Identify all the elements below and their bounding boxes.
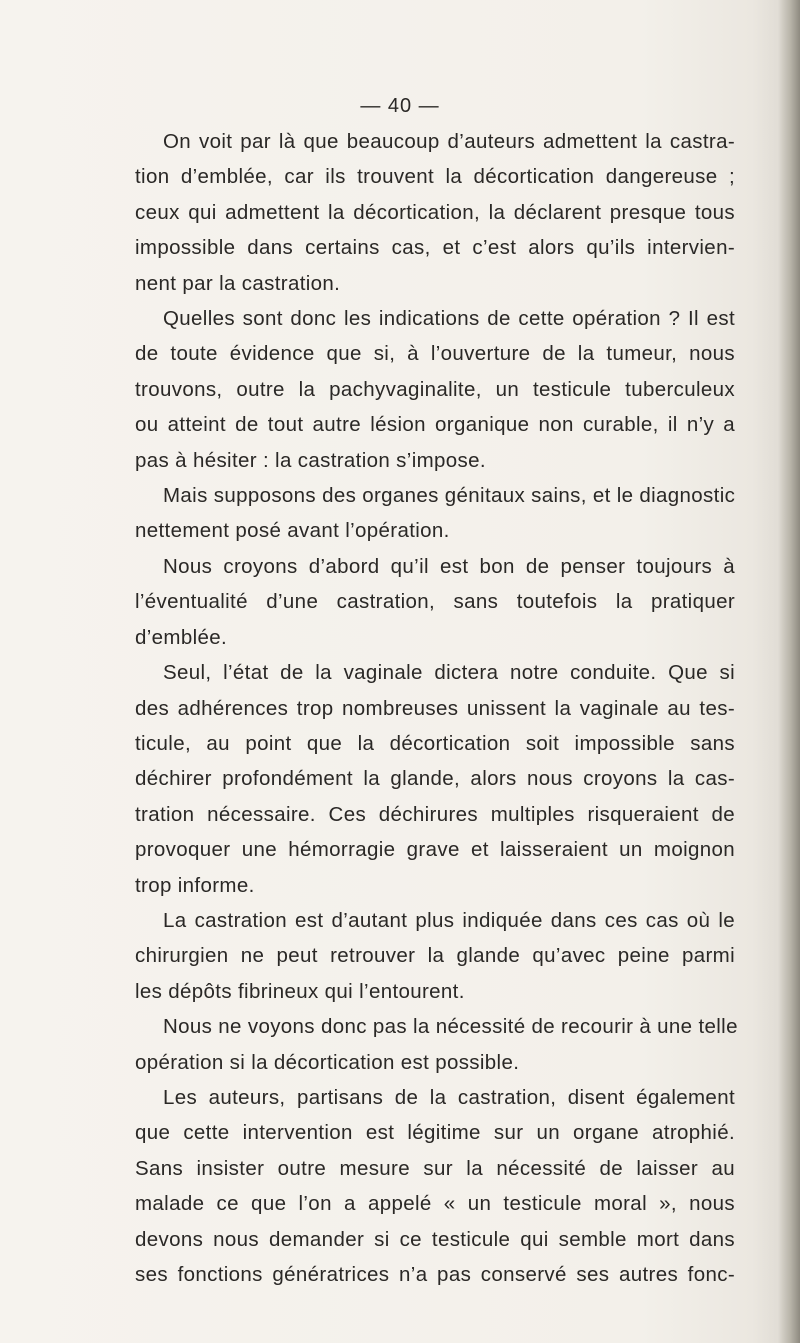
text-line: chirurgien ne peut retrouver la glande qu’avec peine parmi (135, 944, 735, 968)
text-line: Les auteurs, partisans de la castration, disent également (163, 1085, 735, 1109)
text-line: trop informe. (135, 873, 255, 897)
text-line: provoquer une hémorragie grave et laisseraient un moignon (135, 838, 735, 862)
text-line: tion d’emblée, car ils trouvent la décortication dangereuse ; (135, 165, 735, 189)
text-line: des adhérences trop nombreuses unissent la vaginale au tes- (135, 696, 735, 720)
text-line: Nous ne voyons donc pas la nécessité de recourir à une telle (163, 1015, 738, 1039)
text-line: La castration est d’autant plus indiquée dans ces cas où le (163, 908, 735, 932)
text-line: Seul, l’état de la vaginale dictera notre conduite. Que si (163, 661, 735, 685)
text-line: malade ce que l’on a appelé « un testicule moral », nous (135, 1192, 735, 1216)
text-line: Mais supposons des organes génitaux sains, et le diagnostic (163, 484, 736, 508)
text-line: nettement posé avant l’opération. (135, 519, 450, 543)
text-line: d’emblée. (135, 625, 228, 649)
text-line: l’éventualité d’une castration, sans toutefois la pratiquer (135, 590, 735, 614)
text-line: devons nous demander si ce testicule qui semble mort dans (135, 1227, 735, 1251)
text-line: pas à hésiter : la castration s’impose. (135, 448, 486, 472)
text-line: ses fonctions génératrices n’a pas conservé ses autres fonc- (135, 1263, 735, 1286)
text-line: trouvons, outre la pachyvaginalite, un testicule tuberculeux (135, 377, 735, 401)
text-line: que cette intervention est légitime sur un organe atrophié. (135, 1121, 735, 1145)
text-line: On voit par là que beaucoup d’auteurs admettent la castra- (163, 130, 735, 153)
text-line: Nous croyons d’abord qu’il est bon de penser toujours à (163, 554, 735, 578)
text-line: Quelles sont donc les indications de cette opération ? Il est (163, 307, 735, 331)
page-edge-shadow (778, 0, 800, 1343)
text-line: ticule, au point que la décortication soit impossible sans (135, 731, 735, 755)
text-line: déchirer profondément la glande, alors nous croyons la cas- (135, 767, 735, 791)
text-line: opération si la décortication est possible. (135, 1050, 520, 1074)
text-line: ou atteint de tout autre lésion organique non curable, il n’y a (135, 413, 735, 437)
text-line: de toute évidence que si, à l’ouverture de la tumeur, nous (135, 342, 735, 366)
text-line: nent par la castration. (135, 271, 341, 295)
text-line: impossible dans certains cas, et c’est alors qu’ils intervien- (135, 236, 735, 260)
text-line: Sans insister outre mesure sur la nécessité de laisser au (135, 1156, 735, 1180)
page-number: — 40 — (360, 95, 440, 117)
text-line: les dépôts fibrineux qui l’entourent. (135, 979, 465, 1003)
text-line: tration nécessaire. Ces déchirures multiples risqueraient de (135, 802, 735, 826)
text-line: ceux qui admettent la décortication, la déclarent presque tous (135, 200, 735, 224)
body-text (135, 124, 738, 1292)
